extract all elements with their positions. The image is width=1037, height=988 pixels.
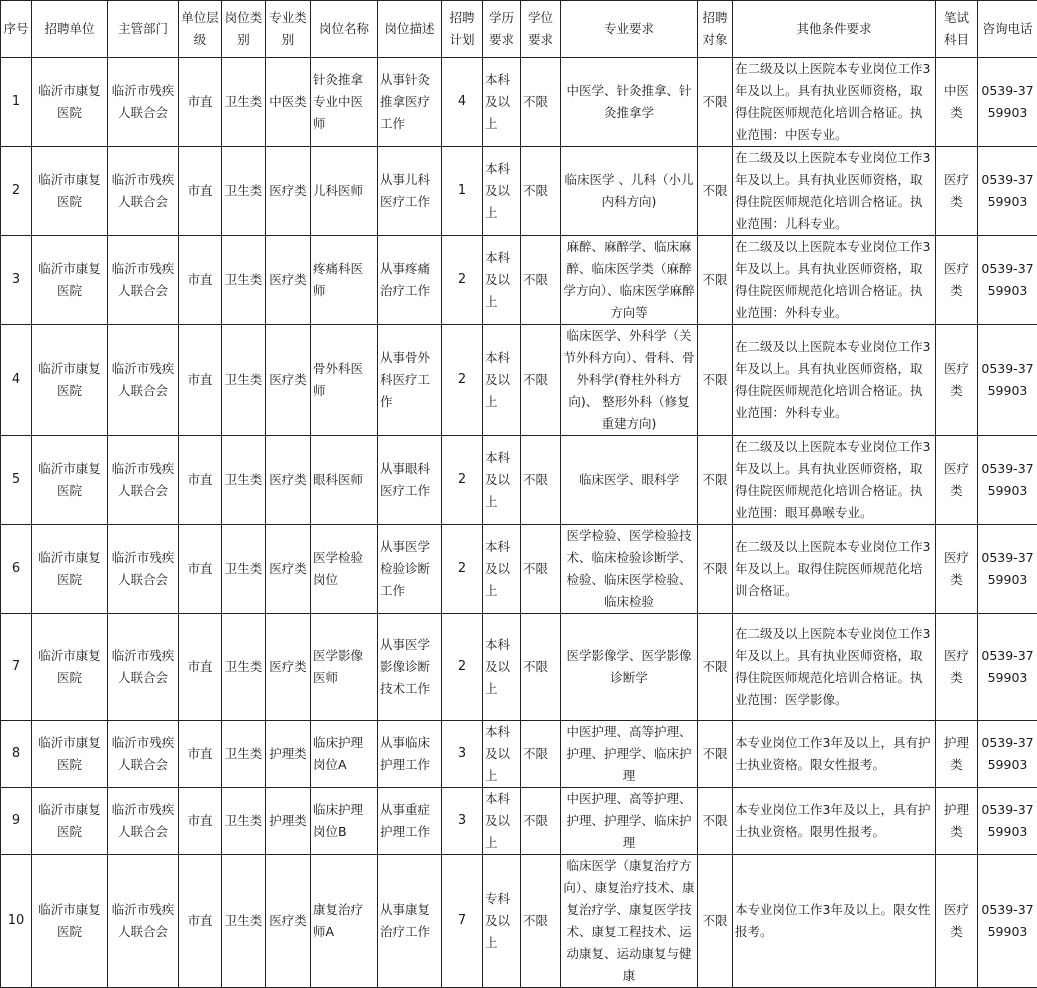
header-education: 学历要求 bbox=[483, 1, 521, 58]
cell-major-type: 医疗类 bbox=[266, 147, 311, 236]
cell-phone: 0539-3759903 bbox=[978, 236, 1037, 325]
cell-no: 2 bbox=[1, 147, 32, 236]
cell-post-desc: 从事眼科医疗工作 bbox=[378, 436, 442, 525]
cell-post-type: 卫生类 bbox=[222, 236, 266, 325]
cell-no: 5 bbox=[1, 436, 32, 525]
cell-post-name: 康复治疗师A bbox=[311, 855, 378, 988]
cell-target: 不限 bbox=[698, 855, 733, 988]
header-other: 其他条件要求 bbox=[733, 1, 936, 58]
cell-major-type: 医疗类 bbox=[266, 325, 311, 436]
header-plan: 招聘计划 bbox=[442, 1, 483, 58]
cell-education: 本科及以上 bbox=[483, 721, 521, 788]
cell-plan: 3 bbox=[442, 788, 483, 855]
cell-post-desc: 从事医学影像诊断技术工作 bbox=[378, 614, 442, 721]
cell-education: 专科及以上 bbox=[483, 855, 521, 988]
cell-post-desc: 从事临床护理工作 bbox=[378, 721, 442, 788]
table-row bbox=[1, 855, 1037, 988]
cell-dept: 临沂市残疾人联合会 bbox=[108, 436, 179, 525]
cell-exam: 医疗类 bbox=[936, 436, 978, 525]
cell-target: 不限 bbox=[698, 147, 733, 236]
cell-target: 不限 bbox=[698, 436, 733, 525]
cell-degree: 不限 bbox=[521, 525, 561, 614]
cell-phone: 0539-3759903 bbox=[978, 436, 1037, 525]
cell-degree: 不限 bbox=[521, 614, 561, 721]
cell-degree: 不限 bbox=[521, 855, 561, 988]
cell-major-req: 中医护理、高等护理、护理、护理学、临床护理 bbox=[561, 721, 698, 788]
cell-major-req: 临床医学（康复治疗方向）、康复治疗技术、康复治疗学、康复医学技术、康复工程技术、运动康复、运动康复与健康 bbox=[561, 855, 698, 988]
table-row bbox=[1, 525, 1037, 614]
cell-phone: 0539-3759903 bbox=[978, 147, 1037, 236]
cell-post-name: 眼科医师 bbox=[311, 436, 378, 525]
cell-post-type: 卫生类 bbox=[222, 525, 266, 614]
cell-post-type: 卫生类 bbox=[222, 436, 266, 525]
cell-level: 市直 bbox=[179, 236, 222, 325]
cell-exam: 医疗类 bbox=[936, 236, 978, 325]
cell-exam: 医疗类 bbox=[936, 325, 978, 436]
cell-no: 1 bbox=[1, 58, 32, 147]
cell-exam: 中医类 bbox=[936, 58, 978, 147]
cell-phone: 0539-3759903 bbox=[978, 788, 1037, 855]
cell-education: 本科及以上 bbox=[483, 325, 521, 436]
cell-phone: 0539-3759903 bbox=[978, 58, 1037, 147]
cell-level: 市直 bbox=[179, 325, 222, 436]
cell-no: 7 bbox=[1, 614, 32, 721]
cell-other: 本专业岗位工作3年及以上。限女性报考。 bbox=[733, 855, 936, 988]
cell-unit: 临沂市康复医院 bbox=[32, 436, 108, 525]
cell-post-type: 卫生类 bbox=[222, 147, 266, 236]
cell-major-req: 医学检验、医学检验技术、临床检验诊断学、检验、临床医学检验、临床检验 bbox=[561, 525, 698, 614]
header-post-desc: 岗位描述 bbox=[378, 1, 442, 58]
cell-exam: 医疗类 bbox=[936, 525, 978, 614]
cell-post-name: 医学检验岗位 bbox=[311, 525, 378, 614]
cell-no: 6 bbox=[1, 525, 32, 614]
cell-unit: 临沂市康复医院 bbox=[32, 855, 108, 988]
cell-education: 本科及以上 bbox=[483, 614, 521, 721]
cell-phone: 0539-3759903 bbox=[978, 721, 1037, 788]
cell-education: 本科及以上 bbox=[483, 436, 521, 525]
header-post-name: 岗位名称 bbox=[311, 1, 378, 58]
cell-post-type: 卫生类 bbox=[222, 58, 266, 147]
cell-education: 本科及以上 bbox=[483, 58, 521, 147]
cell-plan: 2 bbox=[442, 525, 483, 614]
cell-phone: 0539-3759903 bbox=[978, 614, 1037, 721]
header-degree: 学位要求 bbox=[521, 1, 561, 58]
cell-major-type: 护理类 bbox=[266, 788, 311, 855]
header-level: 单位层级 bbox=[179, 1, 222, 58]
cell-major-type: 护理类 bbox=[266, 721, 311, 788]
cell-other: 在二级及以上医院本专业岗位工作3年及以上。具有执业医师资格，取得住院医师规范化培训合格证。执业范围：外科专业。 bbox=[733, 325, 936, 436]
cell-post-name: 疼痛科医师 bbox=[311, 236, 378, 325]
cell-no: 8 bbox=[1, 721, 32, 788]
cell-other: 在二级及以上医院本专业岗位工作3年及以上。取得住院医师规范化培训合格证。 bbox=[733, 525, 936, 614]
cell-major-type: 医疗类 bbox=[266, 236, 311, 325]
cell-no: 4 bbox=[1, 325, 32, 436]
cell-dept: 临沂市残疾人联合会 bbox=[108, 325, 179, 436]
cell-other: 本专业岗位工作3年及以上，具有护士执业资格。限女性报考。 bbox=[733, 721, 936, 788]
cell-dept: 临沂市残疾人联合会 bbox=[108, 614, 179, 721]
cell-plan: 4 bbox=[442, 58, 483, 147]
table-row bbox=[1, 721, 1037, 788]
cell-dept: 临沂市残疾人联合会 bbox=[108, 236, 179, 325]
cell-major-req: 麻醉、麻醉学、临床麻醉、临床医学类（麻醉学方向）、临床医学麻醉方向等 bbox=[561, 236, 698, 325]
cell-plan: 2 bbox=[442, 614, 483, 721]
cell-plan: 2 bbox=[442, 325, 483, 436]
cell-degree: 不限 bbox=[521, 721, 561, 788]
cell-plan: 2 bbox=[442, 436, 483, 525]
cell-degree: 不限 bbox=[521, 147, 561, 236]
cell-target: 不限 bbox=[698, 525, 733, 614]
table-row bbox=[1, 436, 1037, 525]
cell-major-req: 临床医学、眼科学 bbox=[561, 436, 698, 525]
cell-degree: 不限 bbox=[521, 58, 561, 147]
cell-exam: 护理类 bbox=[936, 721, 978, 788]
cell-unit: 临沂市康复医院 bbox=[32, 721, 108, 788]
cell-other: 在二级及以上医院本专业岗位工作3年及以上。具有执业医师资格，取得住院医师规范化培训合格证。执业范围：儿科专业。 bbox=[733, 147, 936, 236]
cell-education: 本科及以上 bbox=[483, 525, 521, 614]
cell-degree: 不限 bbox=[521, 436, 561, 525]
table-row bbox=[1, 614, 1037, 721]
header-no: 序号 bbox=[1, 1, 32, 58]
table-row bbox=[1, 325, 1037, 436]
header-target: 招聘对象 bbox=[698, 1, 733, 58]
header-dept: 主管部门 bbox=[108, 1, 179, 58]
cell-other: 在二级及以上医院本专业岗位工作3年及以上。具有执业医师资格，取得住院医师规范化培训合格证。执业范围：外科专业。 bbox=[733, 236, 936, 325]
cell-level: 市直 bbox=[179, 525, 222, 614]
cell-post-desc: 从事重症护理工作 bbox=[378, 788, 442, 855]
cell-major-req: 医学影像学、医学影像诊断学 bbox=[561, 614, 698, 721]
cell-no: 10 bbox=[1, 855, 32, 988]
cell-major-req: 中医护理、高等护理、护理、护理学、临床护理 bbox=[561, 788, 698, 855]
cell-phone: 0539-3759903 bbox=[978, 855, 1037, 988]
cell-dept: 临沂市残疾人联合会 bbox=[108, 788, 179, 855]
cell-level: 市直 bbox=[179, 855, 222, 988]
cell-unit: 临沂市康复医院 bbox=[32, 525, 108, 614]
cell-other: 在二级及以上医院本专业岗位工作3年及以上。具有执业医师资格，取得住院医师规范化培训合格证。执业范围：医学影像。 bbox=[733, 614, 936, 721]
cell-education: 本科及以上 bbox=[483, 236, 521, 325]
table-row bbox=[1, 147, 1037, 236]
cell-phone: 0539-3759903 bbox=[978, 525, 1037, 614]
cell-no: 9 bbox=[1, 788, 32, 855]
cell-post-type: 卫生类 bbox=[222, 325, 266, 436]
cell-plan: 2 bbox=[442, 236, 483, 325]
cell-unit: 临沂市康复医院 bbox=[32, 147, 108, 236]
header-post-type: 岗位类别 bbox=[222, 1, 266, 58]
cell-post-name: 临床护理岗位A bbox=[311, 721, 378, 788]
header-major-type: 专业类别 bbox=[266, 1, 311, 58]
cell-post-name: 临床护理岗位B bbox=[311, 788, 378, 855]
cell-post-name: 骨外科医师 bbox=[311, 325, 378, 436]
header-phone: 咨询电话 bbox=[978, 1, 1037, 58]
cell-unit: 临沂市康复医院 bbox=[32, 325, 108, 436]
cell-major-type: 医疗类 bbox=[266, 614, 311, 721]
cell-major-type: 医疗类 bbox=[266, 436, 311, 525]
cell-major-req: 临床医学 、儿科（小儿内科方向) bbox=[561, 147, 698, 236]
header-row bbox=[1, 1, 1037, 58]
cell-post-type: 卫生类 bbox=[222, 855, 266, 988]
cell-post-type: 卫生类 bbox=[222, 788, 266, 855]
cell-target: 不限 bbox=[698, 58, 733, 147]
cell-major-req: 中医学、针灸推拿、针灸推拿学 bbox=[561, 58, 698, 147]
cell-level: 市直 bbox=[179, 614, 222, 721]
cell-dept: 临沂市残疾人联合会 bbox=[108, 721, 179, 788]
cell-other: 在二级及以上医院本专业岗位工作3年及以上。具有执业医师资格，取得住院医师规范化培训合格证。执业范围：眼耳鼻喉专业。 bbox=[733, 436, 936, 525]
cell-target: 不限 bbox=[698, 721, 733, 788]
cell-post-desc: 从事疼痛治疗工作 bbox=[378, 236, 442, 325]
cell-post-name: 儿科医师 bbox=[311, 147, 378, 236]
cell-level: 市直 bbox=[179, 788, 222, 855]
cell-unit: 临沂市康复医院 bbox=[32, 58, 108, 147]
cell-post-desc: 从事针灸推拿医疗工作 bbox=[378, 58, 442, 147]
cell-target: 不限 bbox=[698, 325, 733, 436]
cell-degree: 不限 bbox=[521, 236, 561, 325]
cell-post-desc: 从事医学检验诊断工作 bbox=[378, 525, 442, 614]
cell-plan: 1 bbox=[442, 147, 483, 236]
cell-post-desc: 从事儿科医疗工作 bbox=[378, 147, 442, 236]
cell-target: 不限 bbox=[698, 614, 733, 721]
table-row bbox=[1, 788, 1037, 855]
header-unit: 招聘单位 bbox=[32, 1, 108, 58]
cell-phone: 0539-3759903 bbox=[978, 325, 1037, 436]
cell-education: 本科及以上 bbox=[483, 788, 521, 855]
header-exam: 笔试科目 bbox=[936, 1, 978, 58]
cell-major-type: 医疗类 bbox=[266, 525, 311, 614]
cell-level: 市直 bbox=[179, 721, 222, 788]
cell-post-type: 卫生类 bbox=[222, 721, 266, 788]
cell-level: 市直 bbox=[179, 58, 222, 147]
cell-no: 3 bbox=[1, 236, 32, 325]
cell-dept: 临沂市残疾人联合会 bbox=[108, 58, 179, 147]
cell-target: 不限 bbox=[698, 788, 733, 855]
cell-degree: 不限 bbox=[521, 788, 561, 855]
cell-unit: 临沂市康复医院 bbox=[32, 614, 108, 721]
cell-post-desc: 从事康复治疗工作 bbox=[378, 855, 442, 988]
cell-exam: 医疗类 bbox=[936, 614, 978, 721]
cell-exam: 医疗类 bbox=[936, 147, 978, 236]
cell-unit: 临沂市康复医院 bbox=[32, 236, 108, 325]
table-row bbox=[1, 236, 1037, 325]
cell-dept: 临沂市残疾人联合会 bbox=[108, 147, 179, 236]
cell-level: 市直 bbox=[179, 436, 222, 525]
cell-dept: 临沂市残疾人联合会 bbox=[108, 855, 179, 988]
cell-plan: 7 bbox=[442, 855, 483, 988]
cell-degree: 不限 bbox=[521, 325, 561, 436]
cell-exam: 护理类 bbox=[936, 788, 978, 855]
cell-dept: 临沂市残疾人联合会 bbox=[108, 525, 179, 614]
cell-major-type: 中医类 bbox=[266, 58, 311, 147]
cell-post-name: 针灸推拿专业中医师 bbox=[311, 58, 378, 147]
header-major-req: 专业要求 bbox=[561, 1, 698, 58]
cell-exam: 医疗类 bbox=[936, 855, 978, 988]
cell-major-type: 医疗类 bbox=[266, 855, 311, 988]
cell-target: 不限 bbox=[698, 236, 733, 325]
cell-education: 本科及以上 bbox=[483, 147, 521, 236]
cell-major-req: 临床医学、外科学（关节外科方向）、骨科、骨外科学(脊柱外科方向)、 整形外科（修复重建方向) bbox=[561, 325, 698, 436]
cell-post-desc: 从事骨外科医疗工作 bbox=[378, 325, 442, 436]
cell-plan: 3 bbox=[442, 721, 483, 788]
cell-level: 市直 bbox=[179, 147, 222, 236]
table-row bbox=[1, 58, 1037, 147]
cell-other: 本专业岗位工作3年及以上，具有护士执业资格。限男性报考。 bbox=[733, 788, 936, 855]
cell-unit: 临沂市康复医院 bbox=[32, 788, 108, 855]
cell-post-type: 卫生类 bbox=[222, 614, 266, 721]
cell-other: 在二级及以上医院本专业岗位工作3年及以上。具有执业医师资格，取得住院医师规范化培训合格证。执业范围：中医专业。 bbox=[733, 58, 936, 147]
cell-post-name: 医学影像医师 bbox=[311, 614, 378, 721]
